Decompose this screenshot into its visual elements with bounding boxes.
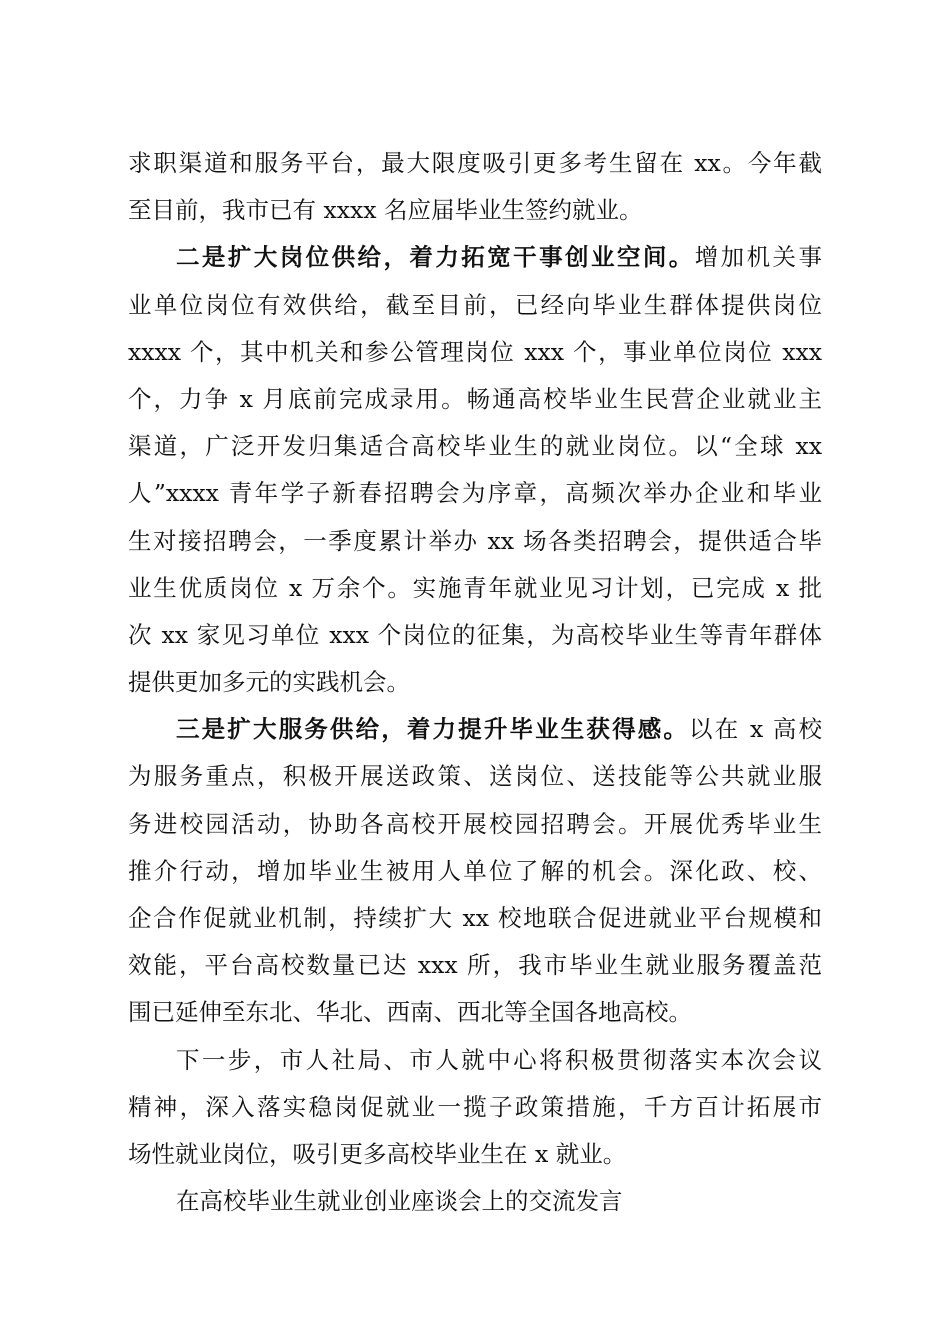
line-text: 场性就业岗位，吸引更多高校毕业生在 x 就业。 <box>128 1139 627 1168</box>
paragraph-heading: 三是扩大服务供给，着力提升毕业生获得感。 <box>176 715 690 744</box>
paragraph <box>128 1042 822 1184</box>
text-line <box>128 428 822 475</box>
text-line <box>128 145 822 192</box>
text-line <box>128 239 822 286</box>
text-line <box>128 1183 822 1230</box>
line-text: 业单位岗位有效供给，截至目前，已经向毕业生群体提供岗位 <box>128 290 822 319</box>
line-text: 提供更加多元的实践机会。 <box>128 668 410 697</box>
line-text: 业生优质岗位 x 万余个。实施青年就业见习计划，已完成 x 批 <box>128 573 822 602</box>
line-text: 求职渠道和服务平台，最大限度吸引更多考生留在 xx。今年截 <box>128 149 822 177</box>
paragraph <box>128 145 822 239</box>
line-text: 人”xxxx 青年学子新春招聘会为序章，高频次举办企业和毕业 <box>128 479 822 508</box>
line-text: 以在 x 高校 <box>689 715 822 744</box>
line-text: 在高校毕业生就业创业座谈会上的交流发言 <box>176 1187 623 1216</box>
line-text: 推介行动，增加毕业生被用人单位了解的机会。深化政、校、 <box>128 856 822 885</box>
line-text: xxxx 个，其中机关和参公管理岗位 xxx 个，事业单位岗位 xxx <box>128 337 822 366</box>
text-line <box>128 853 822 900</box>
line-text: 为服务重点，积极开展送政策、送岗位、送技能等公共就业服 <box>128 762 822 791</box>
text-line <box>128 523 822 570</box>
line-text: 围已延伸至东北、华北、西南、西北等全国各地高校。 <box>128 998 692 1027</box>
line-text: 生对接招聘会，一季度累计举办 xx 场各类招聘会，提供适合毕 <box>128 526 822 555</box>
text-line <box>128 1089 822 1136</box>
line-text: 增加机关事 <box>694 243 822 272</box>
text-line <box>128 287 822 334</box>
line-text: 个，力争 x 月底前完成录用。畅通高校毕业生民营企业就业主 <box>128 384 822 413</box>
line-text: 次 xx 家见习单位 xxx 个岗位的征集，为高校毕业生等青年群体 <box>128 620 822 649</box>
text-line <box>128 475 822 522</box>
text-line <box>128 711 822 758</box>
text-line <box>128 664 822 711</box>
text-line <box>128 1136 822 1183</box>
line-text: 务进校园活动，协助各高校开展校园招聘会。开展优秀毕业生 <box>128 809 822 838</box>
line-text: 效能，平台高校数量已达 xxx 所，我市毕业生就业服务覆盖范 <box>128 951 822 980</box>
text-line <box>128 617 822 664</box>
line-text: 下一步，市人社局、市人就中心将积极贯彻落实本次会议 <box>176 1045 822 1074</box>
text-line <box>128 381 822 428</box>
text-line <box>128 758 822 805</box>
text-line <box>128 570 822 617</box>
text-line <box>128 192 822 239</box>
text-line <box>128 806 822 853</box>
line-text: 精神，深入落实稳岗促就业一揽子政策措施，千方百计拓展市 <box>128 1092 822 1121</box>
text-line <box>128 947 822 994</box>
line-text: 至目前，我市已有 xxxx 名应届毕业生签约就业。 <box>128 196 643 225</box>
text-line <box>128 900 822 947</box>
text-line <box>128 1042 822 1089</box>
document-body <box>128 145 822 1230</box>
line-text: 企合作促就业机制，持续扩大 xx 校地联合促进就业平台规模和 <box>128 904 822 932</box>
paragraph <box>128 239 822 711</box>
text-line <box>128 334 822 381</box>
line-text: 渠道，广泛开发归集适合高校毕业生的就业岗位。以“全球 xx <box>128 432 822 461</box>
paragraph-heading: 二是扩大岗位供给，着力拓宽干事创业空间。 <box>176 243 695 272</box>
paragraph <box>128 711 822 1041</box>
paragraph <box>128 1183 822 1230</box>
text-line <box>128 994 822 1041</box>
